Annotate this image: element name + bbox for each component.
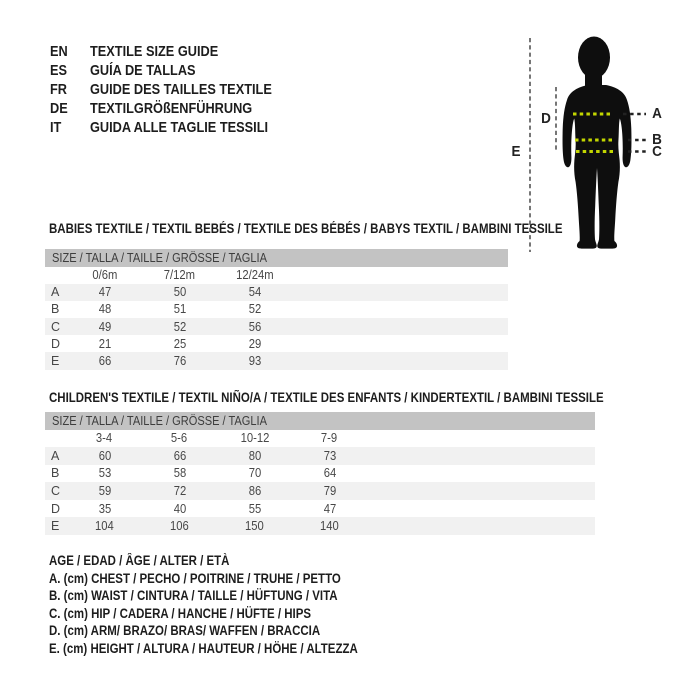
value-cell: 140 [320,519,339,534]
language-label: TEXTILE SIZE GUIDE [90,43,219,60]
babies-size-table [45,249,508,370]
language-code: ES [50,62,68,79]
row-label: D [51,501,61,516]
row-label: A [51,285,60,300]
value-cell: 35 [98,501,111,516]
legend-item-height: E. (cm) HEIGHT / ALTURA / HAUTEUR / HÖHE / ALTEZZA [49,640,358,656]
value-cell: 66 [173,448,186,463]
age-column-header: 7/12m [163,268,196,283]
value-cell: 52 [248,302,261,317]
value-cell: 80 [248,448,261,463]
size-header-text: SIZE / TALLA / TAILLE / GRÖSSE / TAGLIA [52,250,267,265]
row-label: C [51,319,61,334]
row-label: E [51,519,60,534]
children-section-title [49,390,700,405]
row-label: E [51,354,60,369]
table-row [45,465,595,483]
figure-label-e: E [511,143,521,160]
language-label: TEXTILGRÖßENFÜHRUNG [90,100,253,117]
value-cell: 56 [248,319,261,334]
language-code: DE [50,100,68,117]
table-row [45,517,595,535]
language-label: GUÍA DE TALLAS [90,62,196,79]
age-column-header: 7-9 [321,431,338,446]
value-cell: 40 [173,501,186,516]
children-section-title-text: CHILDREN'S TEXTILE / TEXTIL NIÑO/A / TEXTILE DES ENFANTS / KINDERTEXTIL / BAMBINI TESSILE [49,390,604,405]
table-row [45,301,508,318]
value-cell: 25 [173,336,186,351]
value-cell: 73 [323,448,336,463]
table-row [45,335,508,352]
value-cell: 50 [173,285,186,300]
language-label: GUIDE DES TAILLES TEXTILE [90,81,272,98]
age-column-header: 12/24m [235,268,274,283]
size-header-text: SIZE / TALLA / TAILLE / GRÖSSE / TAGLIA [52,413,267,428]
language-code: FR [50,81,67,98]
row-label: C [51,484,61,499]
value-cell: 79 [323,484,336,499]
babies-section-title [49,221,653,236]
children-size-header-row [45,412,595,430]
babies-section-title-text: BABIES TEXTILE / TEXTIL BEBÉS / TEXTILE DES BÉBÉS / BABYS TEXTIL / BAMBINI TESSILE [49,221,563,236]
figure-label-b: B [652,131,662,148]
value-cell: 76 [173,354,186,369]
legend-item-waist: B. (cm) WAIST / CINTURA / TAILLE / HÜFTUNG / VITA [49,588,338,604]
measurement-legend [49,552,412,658]
value-cell: 52 [173,319,186,334]
value-cell: 106 [170,519,189,534]
age-column-header: 5-6 [171,431,188,446]
value-cell: 93 [248,354,261,369]
figure-label-c: C [652,143,662,160]
babies-age-columns-row [45,267,508,284]
language-code: IT [50,119,62,136]
value-cell: 64 [323,466,336,481]
legend-item-arm: D. (cm) ARM/ BRAZO/ BRAS/ WAFFEN / BRACCIA [49,623,321,639]
value-cell: 66 [98,354,111,369]
row-label: A [51,448,60,463]
row-label: B [51,302,60,317]
legend-item-hip: C. (cm) HIP / CADERA / HANCHE / HÜFTE / HIPS [49,605,312,621]
value-cell: 49 [98,319,111,334]
value-cell: 54 [248,285,261,300]
value-cell: 47 [98,285,111,300]
children-size-table [45,412,595,535]
value-cell: 150 [245,519,264,534]
legend-item-chest: A. (cm) CHEST / PECHO / POITRINE / TRUHE / PETTO [49,570,341,586]
table-row [45,482,595,500]
age-column-header: 3-4 [96,431,113,446]
value-cell: 47 [323,501,336,516]
table-row [45,284,508,301]
legend-age-line: AGE / EDAD / ÂGE / ALTER / ETÀ [49,553,230,568]
children-age-columns-row [45,430,595,448]
value-cell: 60 [98,448,111,463]
measurement-figure [0,0,700,283]
row-label: B [51,466,60,481]
child-silhouette [563,37,632,249]
value-cell: 86 [248,484,261,499]
table-row [45,352,508,369]
value-cell: 104 [95,519,114,534]
table-row [45,447,595,465]
value-cell: 70 [248,466,261,481]
figure-label-d: D [541,110,551,127]
value-cell: 53 [98,466,111,481]
value-cell: 55 [248,501,261,516]
value-cell: 72 [173,484,186,499]
age-column-header: 10-12 [240,431,269,446]
value-cell: 58 [173,466,186,481]
table-row [45,500,595,518]
value-cell: 59 [98,484,111,499]
language-label: GUIDA ALLE TAGLIE TESSILI [90,119,269,136]
language-code: EN [50,43,68,60]
value-cell: 48 [98,302,111,317]
age-column-header: 0/6m [91,268,118,283]
table-row [45,318,508,335]
babies-size-header-row [45,249,508,267]
figure-label-a: A [652,105,662,122]
value-cell: 21 [98,336,111,351]
value-cell: 29 [248,336,261,351]
value-cell: 51 [173,302,186,317]
row-label: D [51,336,61,351]
